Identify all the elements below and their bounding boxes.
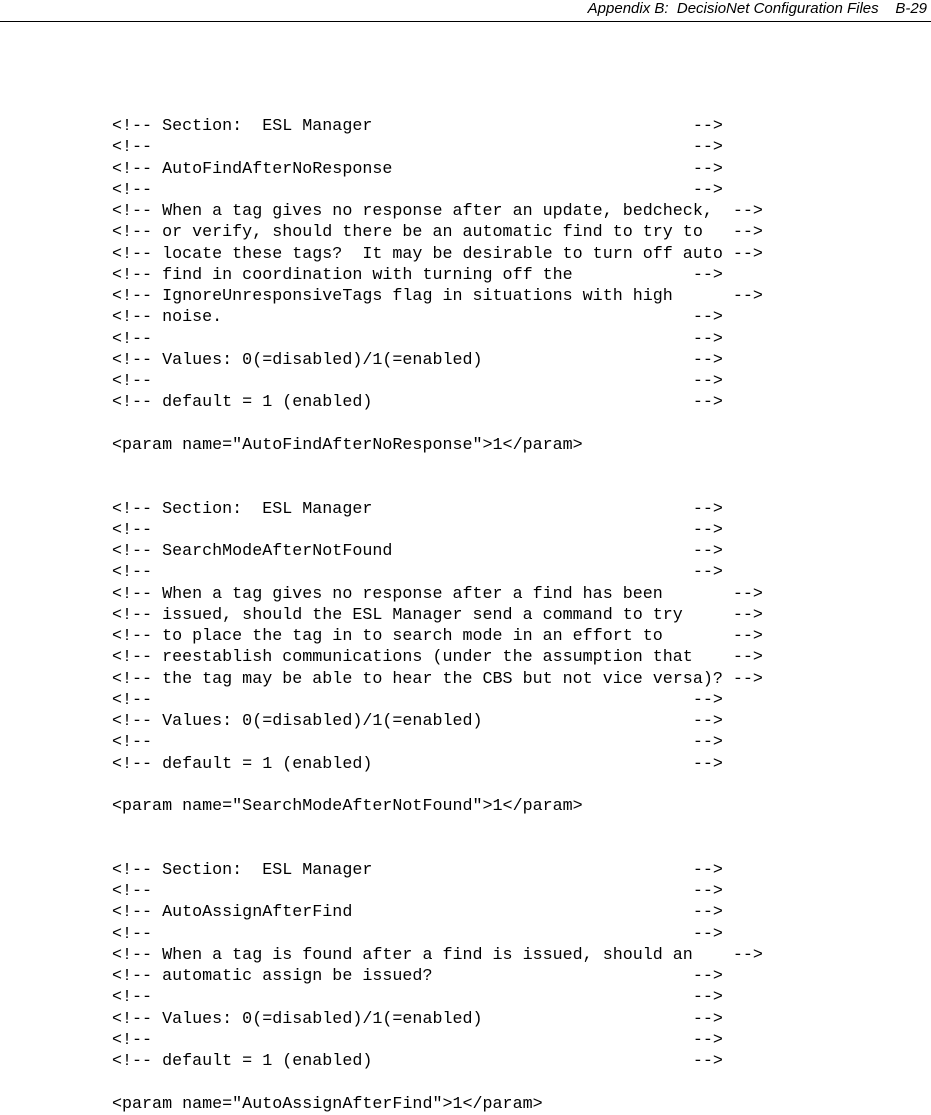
comment-line: <!-- IgnoreUnresponsiveTags flag in situations with high --> <box>112 287 763 306</box>
comment-line: <!-- --> <box>112 882 723 901</box>
comment-line: <!-- default = 1 (enabled) --> <box>112 393 723 413</box>
comment-line: <!-- SearchModeAfterNotFound --> <box>112 542 723 561</box>
running-header <box>588 0 927 18</box>
comment-line: <!-- to place the tag in to search mode in an effort to --> <box>112 627 763 646</box>
blank-line <box>112 1072 912 1093</box>
param-line: <param name="AutoFindAfterNoResponse">1</param> <box>112 435 583 455</box>
comment-line: <!-- --> <box>112 988 723 1008</box>
config-block <box>112 499 912 818</box>
comment-line: <!-- Section: ESL Manager --> <box>112 117 723 136</box>
comment-line: <!-- Section: ESL Manager --> <box>112 499 723 519</box>
comment-line: <!-- locate these tags? It may be desirable to turn off auto --> <box>112 244 763 264</box>
comment-line: <!-- AutoAssignAfterFind --> <box>112 903 723 923</box>
comment-line: <!-- --> <box>112 733 723 753</box>
comment-line: <!-- noise. --> <box>112 308 723 328</box>
comment-line: <!-- default = 1 (enabled) --> <box>112 1052 723 1071</box>
comment-line: <!-- Values: 0(=disabled)/1(=enabled) --> <box>112 712 723 731</box>
blank-line <box>112 414 912 435</box>
comment-line: <!-- --> <box>112 520 723 540</box>
comment-line: <!-- reestablish communications (under the assumption that --> <box>112 648 763 668</box>
page-number: B-29 <box>895 0 927 17</box>
comment-line: <!-- --> <box>112 138 723 158</box>
comment-line: <!-- AutoFindAfterNoResponse --> <box>112 159 723 179</box>
comment-line: <!-- --> <box>112 924 723 944</box>
comment-line: <!-- --> <box>112 563 723 583</box>
config-listing <box>112 116 912 1115</box>
comment-line: <!-- automatic assign be issued? --> <box>112 967 723 986</box>
comment-line: <!-- --> <box>112 690 723 710</box>
config-block <box>112 116 912 456</box>
comment-line: <!-- --> <box>112 1030 723 1050</box>
comment-line: <!-- --> <box>112 329 723 349</box>
comment-line: <!-- Section: ESL Manager --> <box>112 860 723 880</box>
comment-line: <!-- When a tag is found after a find is issued, should an --> <box>112 945 763 965</box>
comment-line: <!-- Values: 0(=disabled)/1(=enabled) --> <box>112 350 723 370</box>
param-line: <param name="AutoAssignAfterFind">1</param> <box>112 1094 543 1114</box>
comment-line: <!-- --> <box>112 372 723 391</box>
header-title: Appendix B: DecisioNet Configuration Files <box>587 0 879 17</box>
comment-line: <!-- or verify, should there be an automatic find to try to --> <box>112 223 763 243</box>
comment-line: <!-- find in coordination with turning off the --> <box>112 265 723 285</box>
comment-line: <!-- When a tag gives no response after an update, bedcheck, --> <box>112 202 763 221</box>
page-header <box>0 0 931 22</box>
comment-line: <!-- default = 1 (enabled) --> <box>112 754 723 774</box>
comment-line: <!-- When a tag gives no response after a find has been --> <box>112 584 763 604</box>
config-block <box>112 860 912 1115</box>
comment-line: <!-- the tag may be able to hear the CBS but not vice versa)? --> <box>112 669 763 689</box>
comment-line: <!-- issued, should the ESL Manager send a command to try --> <box>112 605 763 625</box>
comment-line: <!-- Values: 0(=disabled)/1(=enabled) --> <box>112 1009 723 1029</box>
param-line: <param name="SearchModeAfterNotFound">1</param> <box>112 797 583 816</box>
comment-line: <!-- --> <box>112 180 723 200</box>
blank-line <box>112 775 912 796</box>
